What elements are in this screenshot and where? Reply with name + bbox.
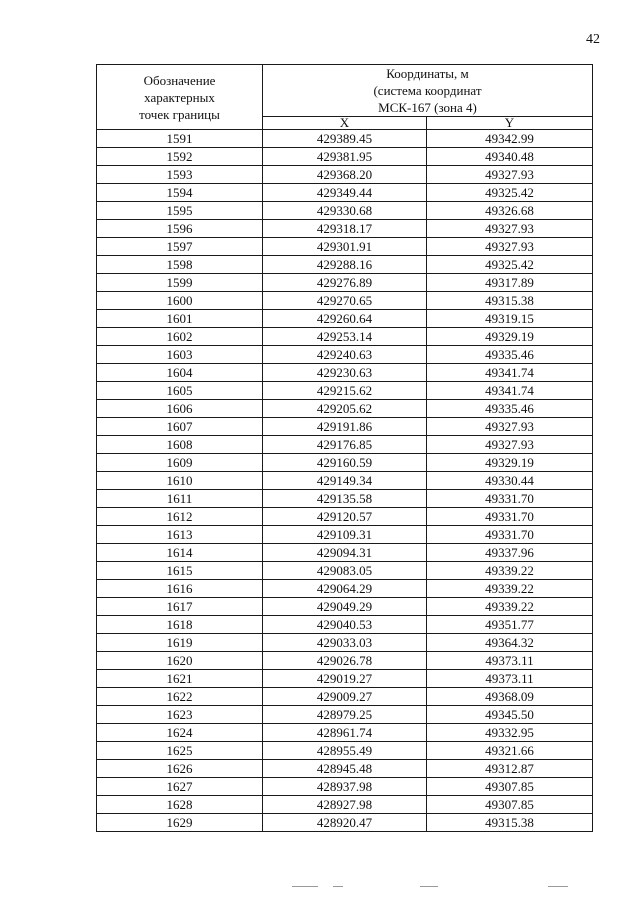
x-coordinate-cell: 429149.34 bbox=[263, 472, 427, 490]
point-cell: 1624 bbox=[97, 724, 263, 742]
x-coordinate-cell: 428937.98 bbox=[263, 778, 427, 796]
point-cell: 1616 bbox=[97, 580, 263, 598]
table-row bbox=[97, 562, 593, 580]
y-coordinate-cell: 49339.22 bbox=[427, 598, 593, 616]
table-row bbox=[97, 166, 593, 184]
x-coordinate-cell: 429191.86 bbox=[263, 418, 427, 436]
coords-header-line: (система координат bbox=[373, 83, 482, 98]
y-coordinate-cell: 49315.38 bbox=[427, 814, 593, 832]
point-cell: 1605 bbox=[97, 382, 263, 400]
x-coordinate-cell: 429040.53 bbox=[263, 616, 427, 634]
point-cell: 1626 bbox=[97, 760, 263, 778]
point-cell: 1610 bbox=[97, 472, 263, 490]
table-row bbox=[97, 472, 593, 490]
y-coordinate-cell: 49368.09 bbox=[427, 688, 593, 706]
table-row bbox=[97, 256, 593, 274]
y-coordinate-cell: 49327.93 bbox=[427, 166, 593, 184]
y-coordinate-cell: 49319.15 bbox=[427, 310, 593, 328]
x-coordinate-cell: 429109.31 bbox=[263, 526, 427, 544]
table-body bbox=[97, 130, 593, 832]
table-row bbox=[97, 580, 593, 598]
x-coordinate-cell: 429240.63 bbox=[263, 346, 427, 364]
point-cell: 1596 bbox=[97, 220, 263, 238]
table-row bbox=[97, 382, 593, 400]
coordinates-table bbox=[96, 64, 593, 832]
coords-header-line: МСК-167 (зона 4) bbox=[378, 100, 477, 115]
table-row bbox=[97, 652, 593, 670]
y-coordinate-cell: 49330.44 bbox=[427, 472, 593, 490]
y-coordinate-cell: 49342.99 bbox=[427, 130, 593, 148]
y-coordinate-cell: 49321.66 bbox=[427, 742, 593, 760]
point-cell: 1600 bbox=[97, 292, 263, 310]
table-row bbox=[97, 742, 593, 760]
point-cell: 1602 bbox=[97, 328, 263, 346]
y-coordinate-cell: 49340.48 bbox=[427, 148, 593, 166]
point-cell: 1611 bbox=[97, 490, 263, 508]
point-cell: 1622 bbox=[97, 688, 263, 706]
x-coordinate-cell: 429349.44 bbox=[263, 184, 427, 202]
point-cell: 1598 bbox=[97, 256, 263, 274]
point-cell: 1592 bbox=[97, 148, 263, 166]
table-row bbox=[97, 490, 593, 508]
x-coordinate-cell: 429260.64 bbox=[263, 310, 427, 328]
x-coordinate-cell: 429176.85 bbox=[263, 436, 427, 454]
x-column-header: X bbox=[263, 117, 427, 130]
y-coordinate-cell: 49307.85 bbox=[427, 796, 593, 814]
x-coordinate-cell: 429215.62 bbox=[263, 382, 427, 400]
y-coordinate-cell: 49331.70 bbox=[427, 490, 593, 508]
table-row bbox=[97, 670, 593, 688]
point-cell: 1609 bbox=[97, 454, 263, 472]
x-coordinate-cell: 429318.17 bbox=[263, 220, 427, 238]
x-coordinate-cell: 429026.78 bbox=[263, 652, 427, 670]
x-coordinate-cell: 429160.59 bbox=[263, 454, 427, 472]
y-coordinate-cell: 49339.22 bbox=[427, 580, 593, 598]
y-coordinate-cell: 49329.19 bbox=[427, 328, 593, 346]
scan-mark bbox=[548, 886, 568, 887]
point-cell: 1603 bbox=[97, 346, 263, 364]
table-row bbox=[97, 526, 593, 544]
y-coordinate-cell: 49341.74 bbox=[427, 382, 593, 400]
x-coordinate-cell: 429330.68 bbox=[263, 202, 427, 220]
y-coordinate-cell: 49331.70 bbox=[427, 526, 593, 544]
x-coordinate-cell: 429094.31 bbox=[263, 544, 427, 562]
table-row bbox=[97, 436, 593, 454]
x-coordinate-cell: 429064.29 bbox=[263, 580, 427, 598]
table-row bbox=[97, 292, 593, 310]
table-row bbox=[97, 238, 593, 256]
point-cell: 1594 bbox=[97, 184, 263, 202]
x-coordinate-cell: 428920.47 bbox=[263, 814, 427, 832]
point-cell: 1623 bbox=[97, 706, 263, 724]
table-header bbox=[97, 65, 593, 130]
point-cell: 1595 bbox=[97, 202, 263, 220]
y-coordinate-cell: 49329.19 bbox=[427, 454, 593, 472]
y-coordinate-cell: 49312.87 bbox=[427, 760, 593, 778]
point-cell: 1627 bbox=[97, 778, 263, 796]
point-cell: 1619 bbox=[97, 634, 263, 652]
x-coordinate-cell: 428927.98 bbox=[263, 796, 427, 814]
x-coordinate-cell: 429253.14 bbox=[263, 328, 427, 346]
table-row bbox=[97, 616, 593, 634]
point-cell: 1629 bbox=[97, 814, 263, 832]
x-coordinate-cell: 429288.16 bbox=[263, 256, 427, 274]
x-coordinate-cell: 429368.20 bbox=[263, 166, 427, 184]
y-coordinate-cell: 49335.46 bbox=[427, 400, 593, 418]
y-coordinate-cell: 49325.42 bbox=[427, 184, 593, 202]
x-coordinate-cell: 429120.57 bbox=[263, 508, 427, 526]
point-cell: 1613 bbox=[97, 526, 263, 544]
x-coordinate-cell: 429033.03 bbox=[263, 634, 427, 652]
point-header-line: характерных bbox=[144, 89, 215, 105]
table-row bbox=[97, 184, 593, 202]
y-coordinate-cell: 49327.93 bbox=[427, 418, 593, 436]
table-row bbox=[97, 148, 593, 166]
table-row bbox=[97, 274, 593, 292]
x-coordinate-cell: 429135.58 bbox=[263, 490, 427, 508]
x-coordinate-cell: 429381.95 bbox=[263, 148, 427, 166]
x-coordinate-cell: 429049.29 bbox=[263, 598, 427, 616]
y-coordinate-cell: 49315.38 bbox=[427, 292, 593, 310]
table-header-row bbox=[97, 65, 593, 117]
table-row bbox=[97, 778, 593, 796]
y-coordinate-cell: 49331.70 bbox=[427, 508, 593, 526]
table-row bbox=[97, 220, 593, 238]
table-row bbox=[97, 724, 593, 742]
scan-artifact-marks bbox=[0, 886, 640, 892]
x-coordinate-cell: 428955.49 bbox=[263, 742, 427, 760]
coords-header-line: Координаты, м bbox=[386, 66, 469, 81]
x-coordinate-cell: 429019.27 bbox=[263, 670, 427, 688]
y-coordinate-cell: 49326.68 bbox=[427, 202, 593, 220]
y-coordinate-cell: 49325.42 bbox=[427, 256, 593, 274]
table-row bbox=[97, 328, 593, 346]
y-coordinate-cell: 49327.93 bbox=[427, 238, 593, 256]
point-cell: 1593 bbox=[97, 166, 263, 184]
y-coordinate-cell: 49351.77 bbox=[427, 616, 593, 634]
y-coordinate-cell: 49373.11 bbox=[427, 670, 593, 688]
point-cell: 1599 bbox=[97, 274, 263, 292]
table-row bbox=[97, 814, 593, 832]
x-coordinate-cell: 429230.63 bbox=[263, 364, 427, 382]
table-row bbox=[97, 130, 593, 148]
x-coordinate-cell: 429276.89 bbox=[263, 274, 427, 292]
x-coordinate-cell: 429205.62 bbox=[263, 400, 427, 418]
coordinates-header bbox=[263, 65, 593, 117]
x-coordinate-cell: 428961.74 bbox=[263, 724, 427, 742]
point-cell: 1625 bbox=[97, 742, 263, 760]
point-cell: 1617 bbox=[97, 598, 263, 616]
point-cell: 1620 bbox=[97, 652, 263, 670]
y-coordinate-cell: 49317.89 bbox=[427, 274, 593, 292]
y-coordinate-cell: 49332.95 bbox=[427, 724, 593, 742]
page-number: 42 bbox=[586, 32, 600, 47]
table-row bbox=[97, 364, 593, 382]
table-row bbox=[97, 346, 593, 364]
point-cell: 1618 bbox=[97, 616, 263, 634]
y-coordinate-cell: 49327.93 bbox=[427, 220, 593, 238]
x-coordinate-cell: 429389.45 bbox=[263, 130, 427, 148]
y-coordinate-cell: 49341.74 bbox=[427, 364, 593, 382]
y-coordinate-cell: 49345.50 bbox=[427, 706, 593, 724]
y-column-header: Y bbox=[427, 117, 593, 130]
y-coordinate-cell: 49364.32 bbox=[427, 634, 593, 652]
table-row bbox=[97, 760, 593, 778]
y-coordinate-cell: 49327.93 bbox=[427, 436, 593, 454]
table-row bbox=[97, 508, 593, 526]
x-coordinate-cell: 429009.27 bbox=[263, 688, 427, 706]
point-cell: 1607 bbox=[97, 418, 263, 436]
y-coordinate-cell: 49337.96 bbox=[427, 544, 593, 562]
y-coordinate-cell: 49307.85 bbox=[427, 778, 593, 796]
x-coordinate-cell: 429083.05 bbox=[263, 562, 427, 580]
scan-mark bbox=[420, 886, 438, 887]
point-cell: 1612 bbox=[97, 508, 263, 526]
point-cell: 1591 bbox=[97, 130, 263, 148]
table-row bbox=[97, 688, 593, 706]
table-row bbox=[97, 310, 593, 328]
point-cell: 1614 bbox=[97, 544, 263, 562]
point-cell: 1606 bbox=[97, 400, 263, 418]
table-row bbox=[97, 634, 593, 652]
scan-mark bbox=[292, 886, 318, 887]
point-cell: 1597 bbox=[97, 238, 263, 256]
point-cell: 1608 bbox=[97, 436, 263, 454]
scan-mark bbox=[333, 886, 343, 887]
table-row bbox=[97, 418, 593, 436]
x-coordinate-cell: 429301.91 bbox=[263, 238, 427, 256]
x-coordinate-cell: 428979.25 bbox=[263, 706, 427, 724]
y-coordinate-cell: 49339.22 bbox=[427, 562, 593, 580]
y-coordinate-cell: 49335.46 bbox=[427, 346, 593, 364]
point-cell: 1604 bbox=[97, 364, 263, 382]
table-row bbox=[97, 454, 593, 472]
point-header-line: Обозначение bbox=[143, 72, 216, 88]
table-row bbox=[97, 706, 593, 724]
point-cell: 1601 bbox=[97, 310, 263, 328]
table-row bbox=[97, 544, 593, 562]
point-header-line: точек границы bbox=[139, 106, 220, 122]
x-coordinate-cell: 429270.65 bbox=[263, 292, 427, 310]
table-row bbox=[97, 598, 593, 616]
table-row bbox=[97, 400, 593, 418]
point-cell: 1628 bbox=[97, 796, 263, 814]
point-designation-header bbox=[97, 65, 263, 130]
x-coordinate-cell: 428945.48 bbox=[263, 760, 427, 778]
table-row bbox=[97, 796, 593, 814]
point-cell: 1615 bbox=[97, 562, 263, 580]
table-row bbox=[97, 202, 593, 220]
y-coordinate-cell: 49373.11 bbox=[427, 652, 593, 670]
point-cell: 1621 bbox=[97, 670, 263, 688]
